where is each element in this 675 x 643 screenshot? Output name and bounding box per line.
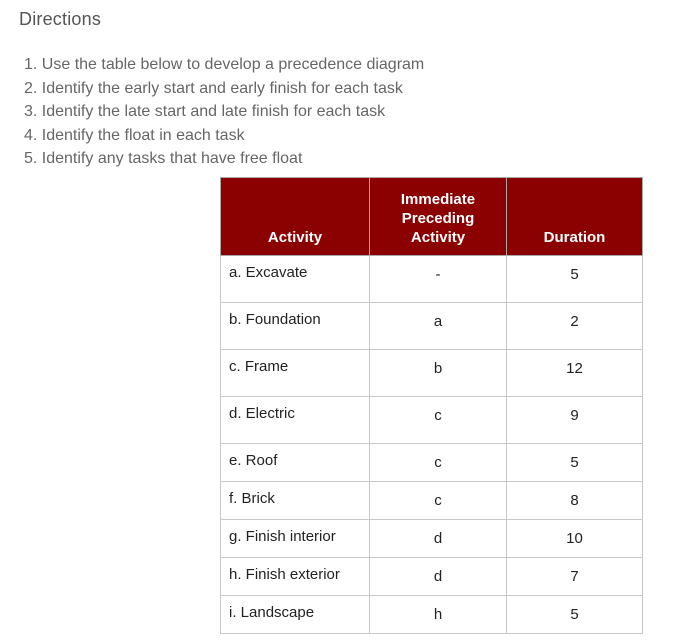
header-preceding: Immediate Preceding Activity xyxy=(370,178,507,256)
table-row xyxy=(221,397,643,444)
table-row xyxy=(221,596,643,634)
cell-preceding: b xyxy=(370,350,507,397)
cell-preceding: h xyxy=(370,596,507,634)
direction-step-5: 5. Identify any tasks that have free float xyxy=(24,150,303,168)
cell-activity: a. Excavate xyxy=(221,256,370,303)
direction-step-1: 1. Use the table below to develop a precedence diagram xyxy=(24,56,425,73)
cell-activity: c. Frame xyxy=(221,350,370,397)
header-activity: Activity xyxy=(221,178,370,256)
cell-activity: d. Electric xyxy=(221,397,370,444)
cell-duration: 10 xyxy=(507,520,643,558)
cell-preceding: a xyxy=(370,303,507,350)
cell-preceding: c xyxy=(370,482,507,520)
cell-duration: 5 xyxy=(507,256,643,303)
cell-activity: h. Finish exterior xyxy=(221,558,370,596)
activity-table xyxy=(220,177,643,634)
cell-duration: 5 xyxy=(507,596,643,634)
cell-activity: b. Foundation xyxy=(221,303,370,350)
table-row xyxy=(221,520,643,558)
direction-step-3: 3. Identify the late start and late finish for each task xyxy=(24,103,386,121)
table-row xyxy=(221,350,643,397)
cell-preceding: - xyxy=(370,256,507,303)
direction-step-4: 4. Identify the float in each task xyxy=(24,126,245,144)
cell-duration: 12 xyxy=(507,350,643,397)
cell-duration: 9 xyxy=(507,397,643,444)
table-row xyxy=(221,303,643,350)
directions-list xyxy=(24,53,424,171)
cell-duration: 8 xyxy=(507,482,643,520)
cell-activity: g. Finish interior xyxy=(221,520,370,558)
cell-activity: i. Landscape xyxy=(221,596,370,634)
cell-activity: f. Brick xyxy=(221,482,370,520)
cell-duration: 7 xyxy=(507,558,643,596)
table-row xyxy=(221,482,643,520)
table-row xyxy=(221,256,643,303)
table-header-row xyxy=(221,178,643,256)
cell-preceding: d xyxy=(370,520,507,558)
direction-step-2: 2. Identify the early start and early finish for each task xyxy=(24,79,403,97)
page-heading: Directions xyxy=(19,9,102,29)
cell-activity: e. Roof xyxy=(221,444,370,482)
cell-duration: 5 xyxy=(507,444,643,482)
cell-preceding: c xyxy=(370,444,507,482)
cell-duration: 2 xyxy=(507,303,643,350)
cell-preceding: c xyxy=(370,397,507,444)
table-row xyxy=(221,444,643,482)
table-row xyxy=(221,558,643,596)
cell-preceding: d xyxy=(370,558,507,596)
header-duration: Duration xyxy=(507,178,643,256)
